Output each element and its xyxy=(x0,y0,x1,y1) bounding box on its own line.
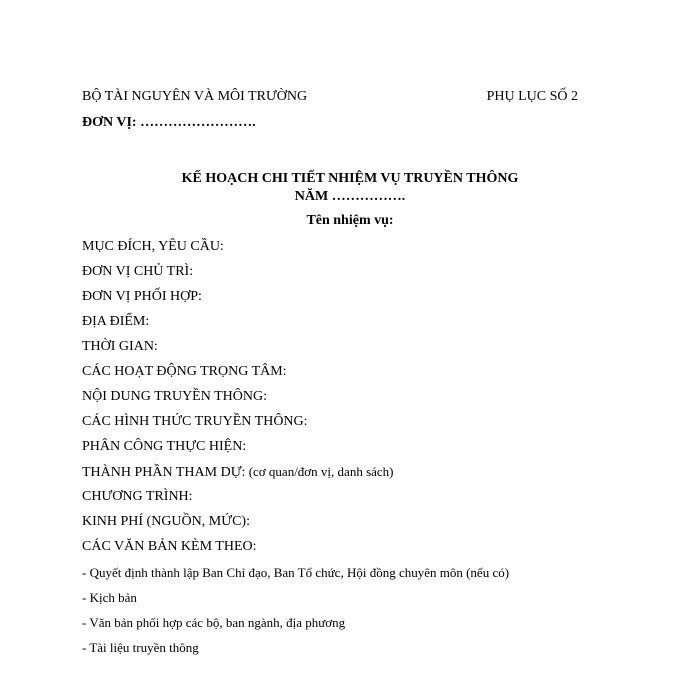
field-label: MỤC ĐÍCH, YÊU CẦU: xyxy=(82,239,224,254)
plan-fields xyxy=(82,238,394,563)
document-header xyxy=(82,89,578,105)
field-forms xyxy=(82,413,394,438)
field-key-activities xyxy=(82,363,394,388)
unit-line: ĐƠN VỊ: ……………………. xyxy=(82,115,256,130)
ministry-name: BỘ TÀI NGUYÊN VÀ MÔI TRƯỜNG xyxy=(82,89,308,104)
attachment-item: - Quyết định thành lập Ban Chỉ đạo, Ban Tổ chức, Hội đồng chuyên môn (nếu có) xyxy=(82,565,510,580)
field-note: (cơ quan/đơn vị, danh sách) xyxy=(245,464,394,479)
field-label: THỜI GIAN: xyxy=(82,339,158,354)
field-purpose xyxy=(82,238,394,263)
field-label: CÁC HOẠT ĐỘNG TRỌNG TÂM: xyxy=(82,364,287,379)
field-label: NỘI DUNG TRUYỀN THÔNG: xyxy=(82,389,267,404)
field-location xyxy=(82,313,394,338)
attachment-item: - Tài liệu truyền thông xyxy=(82,640,199,655)
field-label: CÁC VĂN BẢN KÈM THEO: xyxy=(82,539,257,554)
appendix-label: PHỤ LỤC SỐ 2 xyxy=(486,89,578,104)
field-budget xyxy=(82,513,394,538)
field-label: CHƯƠNG TRÌNH: xyxy=(82,489,193,504)
attachment-list xyxy=(82,564,509,664)
field-label: CÁC HÌNH THỨC TRUYỀN THÔNG: xyxy=(82,414,308,429)
field-program xyxy=(82,488,394,513)
field-assignment xyxy=(82,438,394,463)
field-coordinating-unit xyxy=(82,288,394,313)
field-attachments xyxy=(82,538,394,563)
field-content xyxy=(82,388,394,413)
field-time xyxy=(82,338,394,363)
document-title: KẾ HOẠCH CHI TIẾT NHIỆM VỤ TRUYỀN THÔNG xyxy=(181,171,519,186)
field-label: ĐƠN VỊ PHỐI HỢP: xyxy=(82,289,202,304)
field-participants xyxy=(82,463,394,488)
field-label: THÀNH PHẦN THAM DỰ: xyxy=(82,465,246,480)
document-year: NĂM ……………. xyxy=(294,189,406,204)
field-label: KINH PHÍ (NGUỒN, MỨC): xyxy=(82,514,250,529)
attachment-item: - Văn bản phối hợp các bộ, ban ngành, địa phương xyxy=(82,615,346,630)
field-label: PHÂN CÔNG THỰC HIỆN: xyxy=(82,439,247,454)
attachment-item: - Kịch bản xyxy=(82,590,137,605)
field-lead-unit xyxy=(82,263,394,288)
field-label: ĐỊA ĐIỂM: xyxy=(82,314,150,329)
task-name-label: Tên nhiệm vụ: xyxy=(306,213,394,228)
field-label: ĐƠN VỊ CHỦ TRÌ: xyxy=(82,264,194,279)
